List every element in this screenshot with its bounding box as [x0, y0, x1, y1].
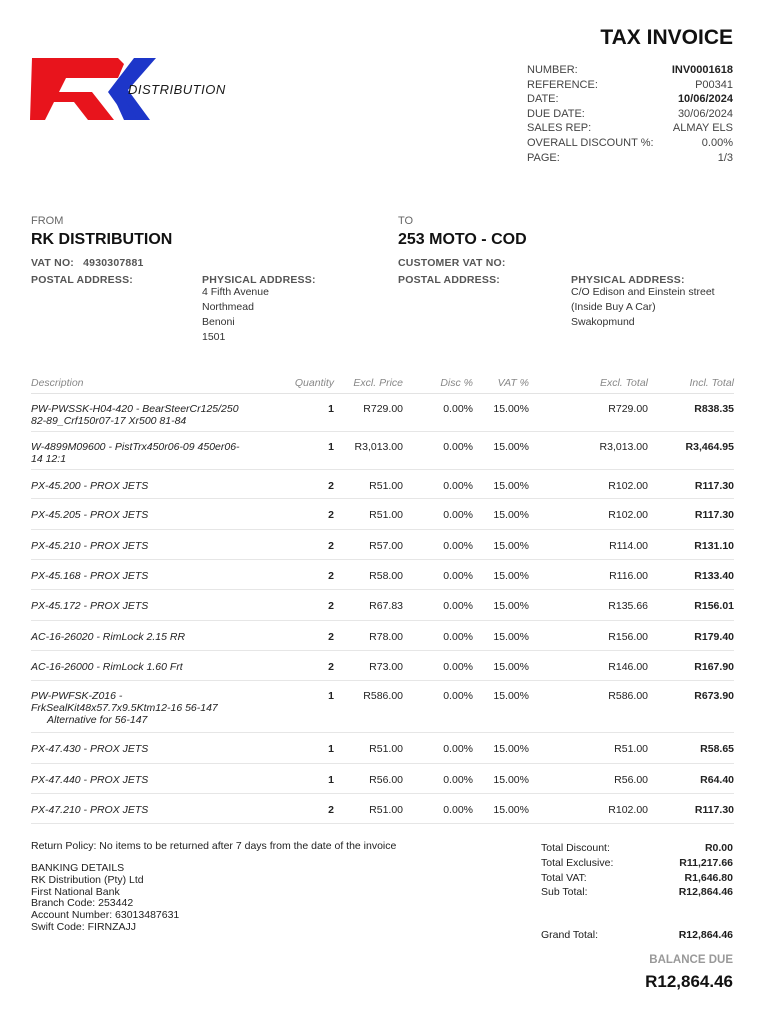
address-line: C/O Edison and Einstein street [571, 286, 715, 298]
item-quantity: 2 [328, 570, 334, 582]
item-quantity: 1 [328, 441, 334, 453]
from-physical-address [202, 285, 269, 345]
item-incl-total: R3,464.95 [685, 441, 734, 453]
item-incl-total: R117.30 [694, 480, 734, 492]
to-label: TO [398, 215, 414, 227]
description-line: W-4899M09600 - PistTrx450r06-09 450er06- [31, 441, 240, 453]
item-vat: 15.00% [493, 570, 529, 582]
invoice-meta [527, 63, 733, 165]
meta-row [527, 63, 733, 78]
item-excl-price: R51.00 [369, 743, 403, 755]
to-physical-label: PHYSICAL ADDRESS: [571, 274, 685, 286]
to-name: 253 MOTO - COD [398, 231, 527, 248]
item-vat: 15.00% [493, 441, 529, 453]
item-excl-price: R78.00 [369, 631, 403, 643]
item-incl-total: R838.35 [694, 403, 734, 415]
meta-row [527, 107, 733, 122]
item-excl-total: R135.66 [608, 600, 648, 612]
item-excl-price: R586.00 [363, 690, 403, 702]
meta-value: 0.00% [701, 136, 733, 149]
grand-total-label: Grand Total: [541, 929, 599, 941]
item-description [31, 621, 249, 650]
address-line: 1501 [202, 331, 226, 343]
table-row [31, 530, 734, 560]
item-quantity: 2 [328, 540, 334, 552]
address-line: 4 Fifth Avenue [202, 286, 269, 298]
banking-line: Account Number: 63013487631 [31, 909, 180, 922]
banking-line: Branch Code: 253442 [31, 897, 134, 910]
total-label: Sub Total: [541, 886, 588, 899]
item-incl-total: R133.40 [694, 570, 734, 582]
description-line: PX-45.205 - PROX JETS [31, 509, 149, 521]
table-row [31, 560, 734, 590]
item-quantity: 2 [328, 804, 334, 816]
meta-label: SALES REP: [527, 122, 592, 135]
item-incl-total: R64.40 [700, 774, 734, 786]
item-excl-total: R102.00 [608, 480, 648, 492]
table-header [31, 373, 734, 394]
item-description [31, 681, 249, 732]
meta-label: DATE: [527, 93, 559, 106]
item-description [31, 470, 249, 498]
item-incl-total: R179.40 [694, 631, 734, 643]
item-excl-price: R73.00 [369, 661, 403, 673]
total-value: R1,646.80 [684, 871, 733, 884]
banking-line: Swift Code: FIRNZAJJ [31, 920, 137, 933]
item-vat: 15.00% [493, 743, 529, 755]
item-excl-price: R729.00 [363, 403, 403, 415]
meta-row [527, 92, 733, 107]
from-label: FROM [31, 215, 64, 227]
item-quantity: 1 [328, 743, 334, 755]
item-vat: 15.00% [493, 804, 529, 816]
from-vat [31, 257, 144, 269]
item-excl-total: R114.00 [609, 540, 648, 552]
table-row [31, 470, 734, 499]
item-disc: 0.00% [443, 480, 473, 492]
item-description [31, 590, 249, 620]
item-quantity: 2 [328, 631, 334, 643]
item-description [31, 530, 249, 559]
item-disc: 0.00% [443, 570, 473, 582]
from-name: RK DISTRIBUTION [31, 231, 173, 248]
description-line: PX-45.200 - PROX JETS [31, 480, 149, 492]
to-physical-address [571, 285, 715, 330]
description-line: PX-47.440 - PROX JETS [31, 774, 149, 786]
item-excl-total: R586.00 [608, 690, 648, 702]
meta-label: OVERALL DISCOUNT %: [527, 136, 654, 149]
item-excl-total: R146.00 [608, 661, 648, 673]
meta-label: REFERENCE: [527, 78, 598, 91]
from-vat-label: VAT NO: [31, 257, 75, 269]
table-row [31, 764, 734, 794]
item-incl-total: R167.90 [694, 661, 734, 673]
item-disc: 0.00% [443, 600, 473, 612]
description-line: AC-16-26020 - RimLock 2.15 RR [31, 631, 186, 643]
item-excl-price: R67.83 [369, 600, 403, 612]
header-vat: VAT % [497, 377, 529, 389]
header-excl-price: Excl. Price [353, 377, 403, 389]
total-row [541, 856, 733, 871]
description-alternative: Alternative for 56-147 [47, 714, 148, 726]
item-disc: 0.00% [443, 690, 473, 702]
item-incl-total: R673.90 [694, 690, 734, 702]
logo-text: DISTRIBUTION [128, 82, 226, 97]
meta-row [527, 151, 733, 166]
banking-details [31, 863, 179, 934]
meta-label: PAGE: [527, 151, 560, 164]
address-line: (Inside Buy A Car) [571, 301, 656, 313]
banking-line: BANKING DETAILS [31, 862, 125, 874]
meta-value: ALMAY ELS [672, 122, 733, 135]
item-excl-total: R51.00 [614, 743, 648, 755]
meta-value: INV0001618 [671, 64, 733, 76]
to-vat-label: CUSTOMER VAT NO: [398, 257, 506, 269]
table-row [31, 651, 734, 681]
item-excl-total: R156.00 [608, 631, 648, 643]
grand-total-value: R12,864.46 [678, 929, 733, 941]
item-disc: 0.00% [443, 661, 473, 673]
item-vat: 15.00% [493, 480, 529, 492]
description-line: PX-47.430 - PROX JETS [31, 743, 149, 755]
to-postal-label: POSTAL ADDRESS: [398, 274, 500, 286]
item-incl-total: R117.30 [694, 509, 734, 521]
description-line: PX-45.172 - PROX JETS [31, 600, 149, 612]
item-description [31, 499, 249, 529]
item-incl-total: R131.10 [694, 540, 734, 552]
total-row [541, 871, 733, 886]
item-incl-total: R156.01 [694, 600, 734, 612]
from-postal-label: POSTAL ADDRESS: [31, 274, 133, 286]
header-incl-total: Incl. Total [689, 377, 734, 389]
item-excl-total: R102.00 [608, 804, 648, 816]
item-vat: 15.00% [493, 600, 529, 612]
address-line: Northmead [202, 301, 254, 313]
item-disc: 0.00% [443, 509, 473, 521]
item-quantity: 2 [328, 509, 334, 521]
meta-row [527, 121, 733, 136]
from-physical-label: PHYSICAL ADDRESS: [202, 274, 316, 286]
balance-due-label: BALANCE DUE [649, 954, 733, 966]
item-vat: 15.00% [493, 403, 529, 415]
header-quantity: Quantity [294, 377, 334, 389]
description-line: PX-45.168 - PROX JETS [31, 570, 149, 582]
item-excl-total: R116.00 [609, 570, 648, 582]
item-description [31, 560, 249, 589]
table-row [31, 499, 734, 530]
item-incl-total: R58.65 [700, 743, 734, 755]
meta-row [527, 136, 733, 151]
table-row [31, 794, 734, 824]
meta-value: P00341 [695, 78, 733, 91]
description-line: FrkSealKit48x57.7x9.5Ktm12-16 56-147 [31, 702, 218, 714]
item-vat: 15.00% [493, 631, 529, 643]
description-line: PW-PWSSK-H04-420 - BearSteerCr125/250 [31, 403, 239, 415]
from-vat-value: 4930307881 [83, 257, 144, 269]
item-disc: 0.00% [443, 540, 473, 552]
item-incl-total: R117.30 [694, 804, 734, 816]
total-label: Total Discount: [541, 842, 610, 854]
totals-block [541, 841, 733, 900]
total-row [541, 885, 733, 900]
description-line: PW-PWFSK-Z016 - [31, 690, 123, 702]
item-quantity: 1 [328, 774, 334, 786]
item-excl-total: R102.00 [608, 509, 648, 521]
table-row [31, 394, 734, 432]
item-excl-price: R51.00 [369, 509, 403, 521]
item-description [31, 794, 249, 823]
item-excl-total: R3,013.00 [599, 441, 648, 453]
item-disc: 0.00% [443, 631, 473, 643]
document-title: TAX INVOICE [600, 26, 733, 49]
table-row [31, 733, 734, 764]
item-vat: 15.00% [493, 774, 529, 786]
balance-due-value: R12,864.46 [645, 972, 733, 991]
item-description [31, 651, 249, 680]
total-value: R12,864.46 [678, 886, 733, 899]
item-quantity: 1 [328, 403, 334, 415]
item-description [31, 733, 249, 763]
item-description [31, 432, 249, 469]
banking-line: First National Bank [31, 885, 120, 898]
item-excl-total: R56.00 [614, 774, 648, 786]
header-description: Description [31, 377, 84, 389]
item-quantity: 2 [328, 661, 334, 673]
item-vat: 15.00% [493, 540, 529, 552]
item-quantity: 2 [328, 480, 334, 492]
item-disc: 0.00% [443, 403, 473, 415]
meta-label: NUMBER: [527, 64, 578, 76]
item-description [31, 764, 249, 793]
grand-total-row [541, 929, 733, 941]
item-disc: 0.00% [443, 804, 473, 816]
description-line: AC-16-26000 - RimLock 1.60 Frt [31, 661, 183, 673]
item-disc: 0.00% [443, 441, 473, 453]
meta-value: 1/3 [717, 151, 733, 164]
item-excl-price: R51.00 [369, 480, 403, 492]
address-line: Benoni [202, 316, 235, 328]
line-items-table [31, 373, 734, 824]
description-line: PX-45.210 - PROX JETS [31, 540, 149, 552]
address-line: Swakopmund [571, 316, 635, 328]
meta-value: 30/06/2024 [677, 107, 733, 120]
description-line: PX-47.210 - PROX JETS [31, 804, 149, 816]
description-line: 14 12:1 [31, 453, 67, 465]
total-value: R11,217.66 [679, 856, 733, 869]
meta-label: DUE DATE: [527, 107, 585, 120]
table-body [31, 394, 734, 824]
header-disc: Disc % [440, 377, 473, 389]
table-row [31, 621, 734, 651]
item-excl-price: R58.00 [369, 570, 403, 582]
item-excl-price: R3,013.00 [354, 441, 403, 453]
return-policy: Return Policy: No items to be returned after 7 days from the date of the invoice [31, 840, 397, 852]
item-excl-price: R57.00 [369, 540, 403, 552]
table-row [31, 681, 734, 733]
item-description [31, 394, 249, 431]
total-value: R0.00 [704, 842, 733, 854]
item-vat: 15.00% [493, 661, 529, 673]
total-row [541, 841, 733, 856]
item-vat: 15.00% [493, 509, 529, 521]
meta-row [527, 78, 733, 93]
item-quantity: 1 [328, 690, 334, 702]
total-label: Total VAT: [541, 871, 587, 884]
item-disc: 0.00% [443, 774, 473, 786]
banking-line: RK Distribution (Pty) Ltd [31, 873, 144, 886]
item-excl-price: R56.00 [369, 774, 403, 786]
total-label: Total Exclusive: [541, 856, 614, 869]
header-excl-total: Excl. Total [599, 377, 648, 389]
item-excl-price: R51.00 [369, 804, 403, 816]
item-disc: 0.00% [443, 743, 473, 755]
table-row [31, 432, 734, 470]
description-line: 82-89_Crf150r07-17 Xr500 81-84 [31, 415, 187, 427]
meta-value: 10/06/2024 [677, 93, 733, 106]
item-quantity: 2 [328, 600, 334, 612]
item-excl-total: R729.00 [608, 403, 648, 415]
table-row [31, 590, 734, 621]
item-vat: 15.00% [493, 690, 529, 702]
